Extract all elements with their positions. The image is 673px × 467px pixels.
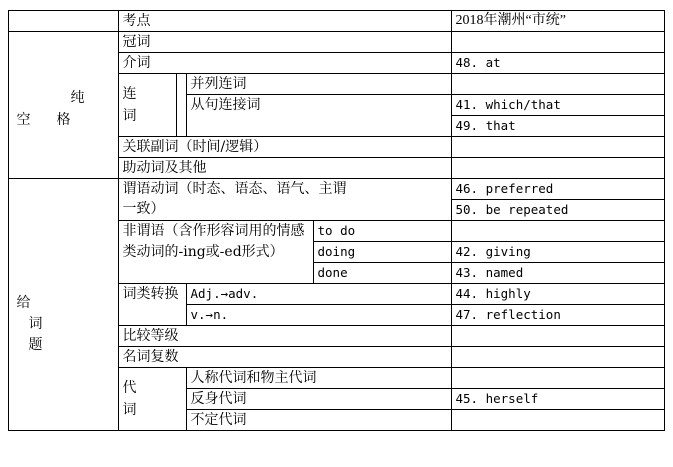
section-cloze-char-3: 格 — [56, 111, 71, 128]
row-article-label: 冠词 — [118, 31, 452, 53]
row-conjunction-label: 连词 — [118, 73, 177, 137]
row-article-answer — [451, 31, 665, 53]
pronoun-form-1: 人称代词和物主代词 — [186, 367, 452, 389]
non-predicate-answer-1 — [451, 220, 665, 242]
pronoun-form-2: 反身代词 — [186, 388, 452, 410]
word-conversion-answer-2: 47. reflection — [451, 304, 665, 326]
pronoun-answer-3 — [451, 409, 665, 431]
non-predicate-answer-2: 42. giving — [451, 241, 665, 263]
row-word-conversion-label: 词类转换 — [118, 283, 187, 326]
pronoun-answer-1 — [451, 367, 665, 389]
row-preposition-answer: 48. at — [451, 52, 665, 74]
row-plural-noun-answer — [451, 346, 665, 368]
row-auxiliary-answer — [451, 157, 665, 179]
header-exam-source: 2018年潮州“市统” — [451, 10, 665, 32]
row-comparison-answer — [451, 325, 665, 347]
row-predicate-verb-label: 谓语动词（时态、语态、语气、主谓一致） — [118, 178, 452, 221]
exam-points-table — [8, 10, 665, 431]
row-predicate-verb-answer-2: 50. be repeated — [451, 199, 665, 221]
section-given-words — [8, 178, 119, 431]
non-predicate-form-2: doing — [313, 241, 452, 263]
header-exam-point: 考点 — [118, 10, 452, 32]
section-given-char-3: 题 — [28, 336, 43, 353]
section-cloze-char-1: 纯 — [70, 89, 85, 106]
pronoun-form-3: 不定代词 — [186, 409, 452, 431]
row-comparison-label: 比较等级 — [118, 325, 452, 347]
row-coordinating-answer — [451, 73, 665, 95]
non-predicate-form-3: done — [313, 262, 452, 284]
section-given-char-2: 词 — [28, 315, 43, 332]
header-blank — [8, 10, 119, 32]
row-predicate-verb-answer-1: 46. preferred — [451, 178, 665, 200]
row-subordinating-answer-2: 49. that — [451, 115, 665, 137]
row-plural-noun-label: 名词复数 — [118, 346, 452, 368]
section-cloze — [8, 31, 119, 179]
row-preposition-label: 介词 — [118, 52, 452, 74]
row-pronoun-label: 代词 — [118, 367, 187, 431]
word-conversion-answer-1: 44. highly — [451, 283, 665, 305]
row-subordinating-label: 从句连接词 — [186, 94, 452, 137]
section-given-char-1: 给 — [16, 294, 31, 311]
non-predicate-answer-3: 43. named — [451, 262, 665, 284]
row-subordinating-answer-1: 41. which/that — [451, 94, 665, 116]
non-predicate-form-1: to do — [313, 220, 452, 242]
word-conversion-form-1: Adj.→adv. — [186, 283, 452, 305]
word-conversion-form-2: v.→n. — [186, 304, 452, 326]
row-coordinating-label: 并列连词 — [186, 73, 452, 95]
row-auxiliary-label: 助动词及其他 — [118, 157, 452, 179]
row-relative-adverb-label: 关联副词（时间/逻辑） — [118, 136, 452, 158]
row-non-predicate-label: 非谓语（含作形容词用的情感类动词的-ing或-ed形式） — [118, 220, 314, 284]
section-cloze-char-2: 空 — [16, 111, 31, 128]
row-relative-adverb-answer — [451, 136, 665, 158]
pronoun-answer-2: 45. herself — [451, 388, 665, 410]
